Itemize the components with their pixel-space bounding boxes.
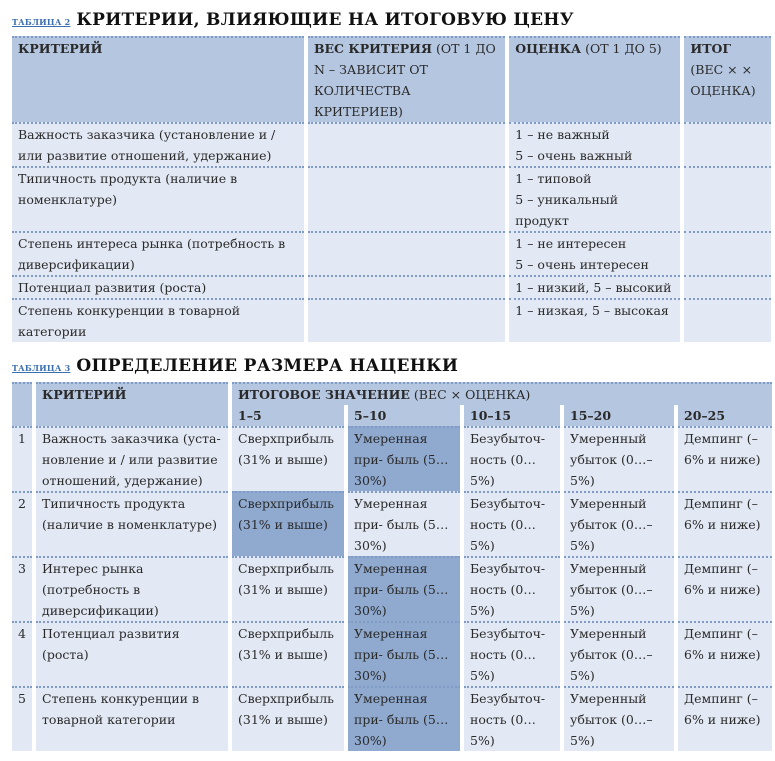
range-header: 1–5 <box>232 405 344 426</box>
outcome-cell: Сверхприбыль (31% и выше) <box>232 491 344 556</box>
table-row <box>12 621 772 686</box>
outcome-cell: Умеренный убыток (0…–5%) <box>564 556 674 621</box>
criterion-cell: Потенциал развития (роста) <box>36 621 228 686</box>
table-row <box>12 556 772 621</box>
outcome-cell: Умеренный убыток (0…–5%) <box>564 426 674 491</box>
weight-cell <box>308 122 505 166</box>
total-cell <box>684 166 771 231</box>
criterion-cell: Типичность продукта (наличие в номенклатуре) <box>12 166 304 231</box>
outcome-cell: Сверхприбыль (31% и выше) <box>232 686 344 751</box>
outcome-cell: Демпинг (–6% и ниже) <box>678 556 772 621</box>
table2-title <box>12 10 775 30</box>
table-row <box>12 426 772 491</box>
table2-tag: ТАБЛИЦА 2 <box>12 17 71 27</box>
score-cell: 1 – не интересен 5 – очень интересен <box>509 231 680 275</box>
table-row <box>12 491 772 556</box>
outcome-cell: Умеренная при- быль (5…30%) <box>348 686 460 751</box>
criterion-cell: Интерес рынка (потребность в диверсификации) <box>36 556 228 621</box>
weight-cell <box>308 231 505 275</box>
score-cell: 1 – типовой 5 – уникальный продукт <box>509 166 680 231</box>
total-cell <box>684 275 771 298</box>
range-header: 20–25 <box>678 405 772 426</box>
range-header: 10–15 <box>464 405 560 426</box>
outcome-cell: Сверхприбыль (31% и выше) <box>232 621 344 686</box>
outcome-cell: Умеренная при- быль (5…30%) <box>348 556 460 621</box>
table-row <box>12 122 771 166</box>
table2-heading: КРИТЕРИИ, ВЛИЯЮЩИЕ НА ИТОГОВУЮ ЦЕНУ <box>76 10 574 30</box>
table-row <box>12 166 771 231</box>
table-row <box>12 686 772 751</box>
table3-tag: ТАБЛИЦА 3 <box>12 363 71 373</box>
weight-cell <box>308 166 505 231</box>
row-number: 3 <box>12 556 32 621</box>
score-cell: 1 – низкий, 5 – высокий <box>509 275 680 298</box>
outcome-cell: Безубыточ- ность (0…5%) <box>464 491 560 556</box>
criterion-cell: Важность заказчика (уста- новление и / или развитие отношений, удержание) <box>36 426 228 491</box>
column-header: ОЦЕНКА (ОТ 1 ДО 5) <box>509 36 680 122</box>
score-cell: 1 – низкая, 5 – высокая <box>509 298 680 342</box>
column-header: ВЕС КРИТЕРИЯ (ОТ 1 ДО N – ЗАВИСИТ ОТ КОЛИЧЕСТВА КРИТЕРИЕВ) <box>308 36 505 122</box>
num-header <box>12 382 32 426</box>
outcome-cell: Безубыточ- ность (0…5%) <box>464 686 560 751</box>
total-header: ИТОГОВОЕ ЗНАЧЕНИЕ (ВЕС × ОЦЕНКА) <box>232 382 772 405</box>
outcome-cell: Безубыточ- ность (0…5%) <box>464 621 560 686</box>
row-number: 5 <box>12 686 32 751</box>
criterion-cell: Типичность продукта (наличие в номенклатуре) <box>36 491 228 556</box>
outcome-cell: Демпинг (–6% и ниже) <box>678 621 772 686</box>
criterion-header: КРИТЕРИЙ <box>36 382 228 426</box>
outcome-cell: Демпинг (–6% и ниже) <box>678 426 772 491</box>
outcome-cell: Умеренный убыток (0…–5%) <box>564 621 674 686</box>
outcome-cell: Умеренный убыток (0…–5%) <box>564 491 674 556</box>
criterion-cell: Степень конкуренции в товарной категории <box>36 686 228 751</box>
total-cell <box>684 298 771 342</box>
range-header: 15–20 <box>564 405 674 426</box>
outcome-cell: Демпинг (–6% и ниже) <box>678 491 772 556</box>
outcome-cell: Сверхприбыль (31% и выше) <box>232 426 344 491</box>
table3-title <box>12 356 775 376</box>
outcome-cell: Безубыточ- ность (0…5%) <box>464 556 560 621</box>
criterion-cell: Степень интереса рынка (потребность в диверсификации) <box>12 231 304 275</box>
table-row <box>12 231 771 275</box>
criterion-cell: Важность заказчика (установление и / или развитие отношений, удержание) <box>12 122 304 166</box>
table-row <box>12 275 771 298</box>
outcome-cell: Умеренная при- быль (5…30%) <box>348 426 460 491</box>
criterion-cell: Потенциал развития (роста) <box>12 275 304 298</box>
row-number: 1 <box>12 426 32 491</box>
outcome-cell: Безубыточ- ность (0…5%) <box>464 426 560 491</box>
outcome-cell: Демпинг (–6% и ниже) <box>678 686 772 751</box>
outcome-cell: Умеренная при- быль (5…30%) <box>348 621 460 686</box>
criterion-cell: Степень конкуренции в товарной категории <box>12 298 304 342</box>
weight-cell <box>308 275 505 298</box>
outcome-cell: Сверхприбыль (31% и выше) <box>232 556 344 621</box>
weight-cell <box>308 298 505 342</box>
outcome-cell: Умеренный убыток (0…–5%) <box>564 686 674 751</box>
column-header: ИТОГ (ВЕС × × ОЦЕНКА) <box>684 36 771 122</box>
range-header: 5–10 <box>348 405 460 426</box>
total-cell <box>684 231 771 275</box>
total-cell <box>684 122 771 166</box>
score-cell: 1 – не важный 5 – очень важный <box>509 122 680 166</box>
criteria-table <box>8 36 775 342</box>
table3-heading: ОПРЕДЕЛЕНИЕ РАЗМЕРА НАЦЕНКИ <box>76 356 459 376</box>
table-row <box>12 298 771 342</box>
markup-table <box>8 382 775 751</box>
outcome-cell: Умеренная при- быль (5…30%) <box>348 491 460 556</box>
row-number: 2 <box>12 491 32 556</box>
row-number: 4 <box>12 621 32 686</box>
column-header: КРИТЕРИЙ <box>12 36 304 122</box>
